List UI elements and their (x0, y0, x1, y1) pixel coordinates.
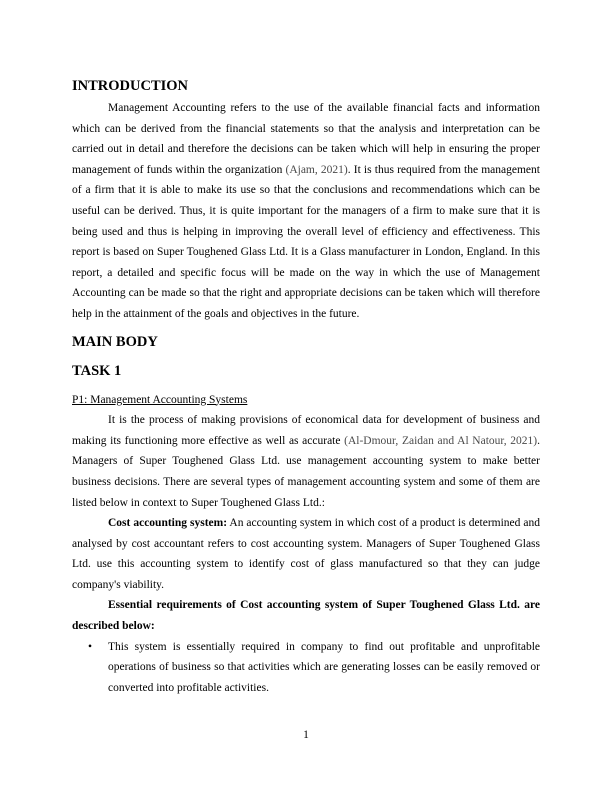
list-item (72, 637, 540, 699)
requirements-bold: Essential requirements of Cost accounting system of Super Toughened Glass Ltd. are described below: (72, 599, 540, 633)
citation-al-dmour: (Al-Dmour, Zaidan and Al Natour, 2021) (344, 434, 538, 447)
introduction-heading: INTRODUCTION (72, 78, 189, 94)
mas-text-2: . Managers of Super Toughened Glass Ltd. use management accounting system to make better business decisions. There are several types of management accounting system and some of them are listed below in context to Super Toughened Glass Ltd.: (72, 434, 540, 509)
mas-text-1: It is the process of making provisions of economical data for development of business and making its functioning more effective as well as accurate (72, 414, 540, 447)
bullet-icon: • (88, 640, 93, 653)
list-item-text: This system is essentially required in company to find out profitable and unprofitable operations of business so that activities which are generating losses can be easily removed or converted into profitable activities. (108, 640, 540, 694)
mas-definition-paragraph (72, 410, 540, 513)
requirements-list (72, 637, 540, 699)
page-number: 1 (303, 729, 309, 741)
cost-accounting-term: Cost accounting system: (108, 517, 228, 530)
introduction-paragraph (72, 98, 540, 325)
requirements-heading (72, 595, 540, 636)
citation-ajam: (Ajam, 2021) (285, 163, 348, 176)
intro-text-2: . It is thus required from the management of a firm that it is able to make its use so that the conclusions and recommendations which can be useful can be derived. Thus, it is quite important for the managers of a firm to make sure that it is being used and thus is helping in improving the overall level of efficiency and effectiveness. This report is based on Super Toughened Glass Ltd. It is a Glass manufacturer in London, England. In this report, a detailed and specific focus will be made on the way in which the use of Management Accounting can be made so that the right and appropriate decisions can be taken which will therefore help in the attainment of the goals and objectives in the future. (72, 163, 540, 320)
cost-accounting-text: An accounting system in which cost of a product is determined and analysed by cost accountant refers to cost accounting system. Managers of Super Toughened Glass Ltd. use this accounting system to identify cost of glass manufactured so that they can judge company's viability. (72, 517, 540, 591)
task-1-heading: TASK 1 (72, 362, 122, 379)
intro-text-1: Management Accounting refers to the use of the available financial facts and information which can be derived from the financial statements so that the analysis and interpretation can be carried out in detail and therefore the decisions can be taken which will help in ensuring the proper management of funds within the organization (72, 102, 540, 176)
main-body-heading: MAIN BODY (72, 333, 158, 350)
cost-accounting-paragraph (72, 513, 540, 595)
document-page (72, 76, 540, 698)
p1-subheading: P1: Management Accounting Systems (72, 393, 248, 406)
